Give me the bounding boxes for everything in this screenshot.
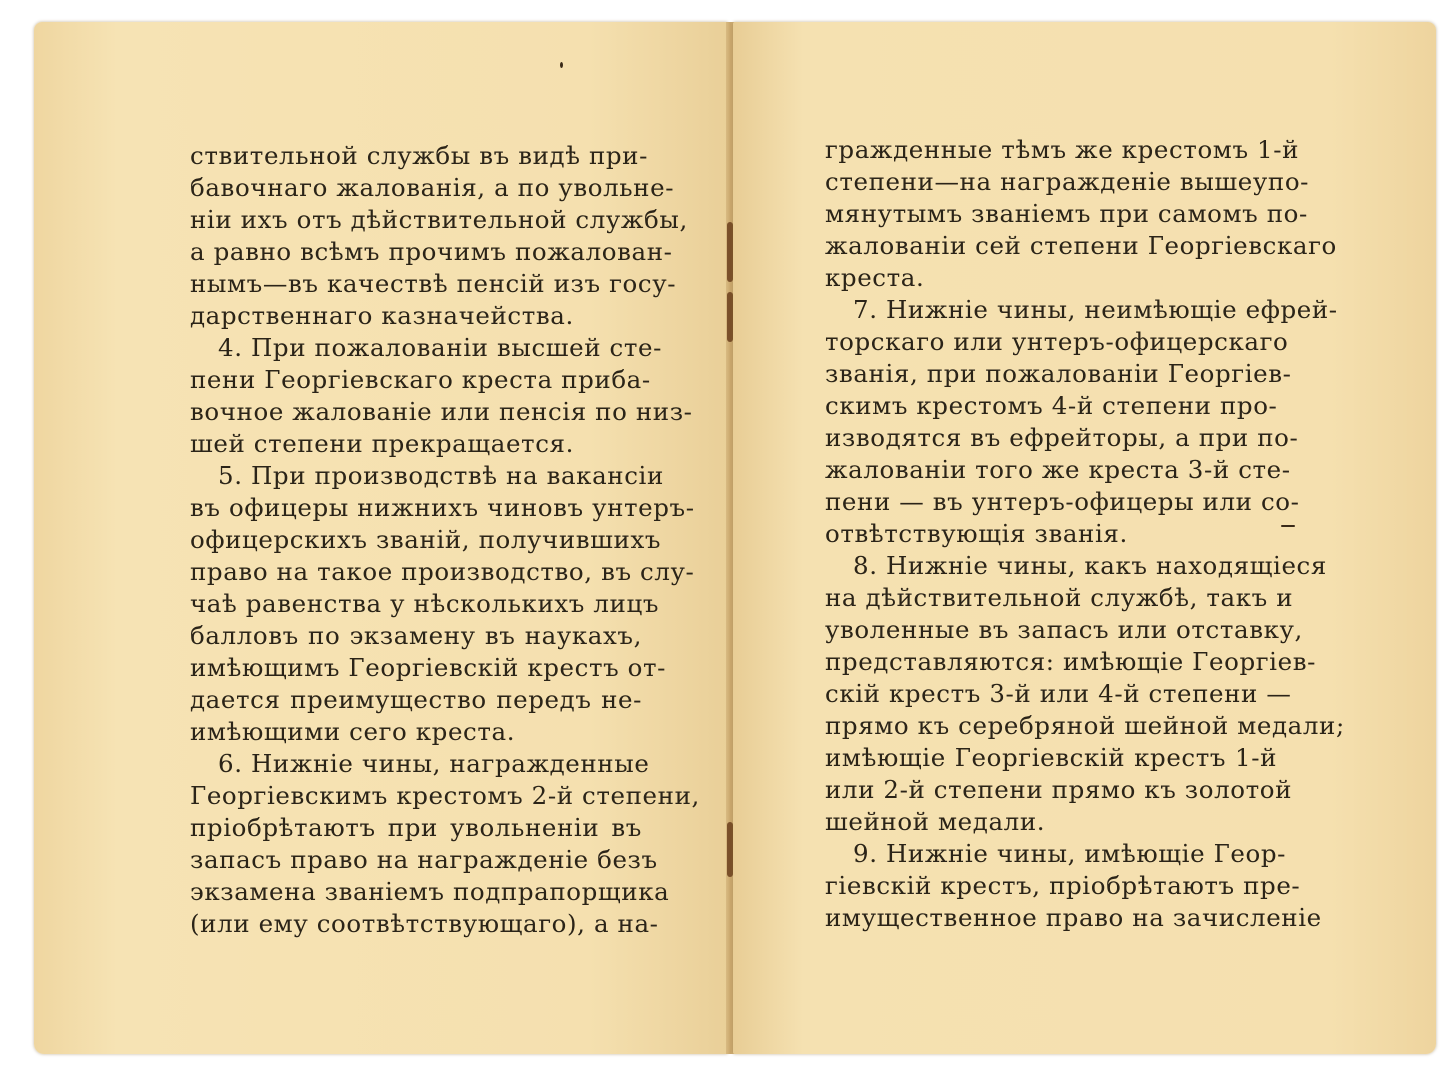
text-line: торскаго или унтеръ-офицерскаго [825,327,1289,356]
text-line: дается преимущество передъ не- [190,685,642,714]
text-line: чаѣ равенства у нѣсколькихъ лицъ [190,589,660,618]
text-line: а равно всѣмъ прочимъ пожалован- [190,237,673,266]
text-line: мянутымъ званіемъ при самомъ по- [825,199,1308,228]
text-line: нымъ—въ качествѣ пенсій изъ госу- [190,269,677,298]
text-line: гіевскій крестъ, пріобрѣтаютъ пре- [825,871,1301,900]
text-line: ствительной службы въ видѣ при- [190,141,648,170]
ink-speck [560,62,563,68]
text-line: ніи ихъ отъ дѣйствительной службы, [190,205,688,234]
text-line: 5. При производствѣ на вакансіи [218,461,664,490]
text-line: имѣющіе Георгіевскій крестъ 1-й [825,743,1277,772]
text-line: прямо къ серебряной шейной медали; [825,711,1345,740]
text-line: креста. [825,263,925,292]
left-page [34,22,728,1054]
text-line: степени—на награжденіе вышеупо- [825,167,1310,196]
text-line: жалованіи сей степени Георгіевскаго [825,231,1337,260]
text-line: представляются: имѣющіе Георгіев- [825,647,1316,676]
text-line: дарственнаго казначейства. [190,301,574,330]
text-line: скій крестъ 3-й или 4-й степени — [825,679,1292,708]
text-line: скимъ крестомъ 4-й степени про- [825,391,1278,420]
text-line: гражденные тѣмъ же крестомъ 1-й [825,135,1300,164]
text-line: въ офицеры нижнихъ чиновъ унтеръ- [190,493,695,522]
text-line: запасъ право на награжденіе безъ [190,845,658,874]
ink-speck [1281,525,1295,527]
text-line: (или ему соотвѣтствующаго), а на- [190,909,659,938]
text-line: шей степени прекращается. [190,429,574,458]
right-page [733,22,1436,1054]
text-line: балловъ по экзамену въ наукахъ, [190,621,642,650]
text-line: изводятся въ ефрейторы, а при по- [825,423,1299,452]
text-line: имѣющими сего креста. [190,717,516,746]
text-line: Георгіевскимъ крестомъ 2-й степени, [190,781,700,810]
text-line: пріобрѣтаютъ при увольненіи въ [190,813,642,842]
text-line: право на такое производство, въ слу- [190,557,695,586]
text-line: званія, при пожалованіи Георгіев- [825,359,1292,388]
text-line: 6. Нижніе чины, награжденные [218,749,650,778]
text-line: на дѣйствительной службѣ, такъ и [825,583,1294,612]
text-line: 9. Нижніе чины, имѣющіе Геор- [853,839,1287,868]
right-page-text [825,134,1345,934]
text-line: отвѣтствующія званія. [825,519,1128,548]
left-page-text [190,140,700,940]
text-line: пени Георгіевскаго креста приба- [190,365,651,394]
text-line: или 2-й степени прямо къ золотой [825,775,1293,804]
text-line: вочное жалованіе или пенсія по низ- [190,397,693,426]
text-line: офицерскихъ званій, получившихъ [190,525,662,554]
text-line: жалованіи того же креста 3-й сте- [825,455,1291,484]
text-line: уволенные въ запасъ или отставку, [825,615,1303,644]
text-line: 8. Нижніе чины, какъ находящіеся [853,551,1327,580]
text-line: 4. При пожалованіи высшей сте- [218,333,663,362]
text-line: экзамена званіемъ подпрапорщика [190,877,670,906]
text-line: шейной медали. [825,807,1046,836]
text-line: пени — въ унтеръ-офицеры или со- [825,487,1300,516]
text-line: имѣющимъ Георгіевскій крестъ от- [190,653,667,682]
text-line: бавочнаго жалованія, а по увольне- [190,173,675,202]
text-line: 7. Нижніе чины, неимѣющіе ефрей- [853,295,1338,324]
text-line: имущественное право на зачисленіе [825,903,1322,932]
